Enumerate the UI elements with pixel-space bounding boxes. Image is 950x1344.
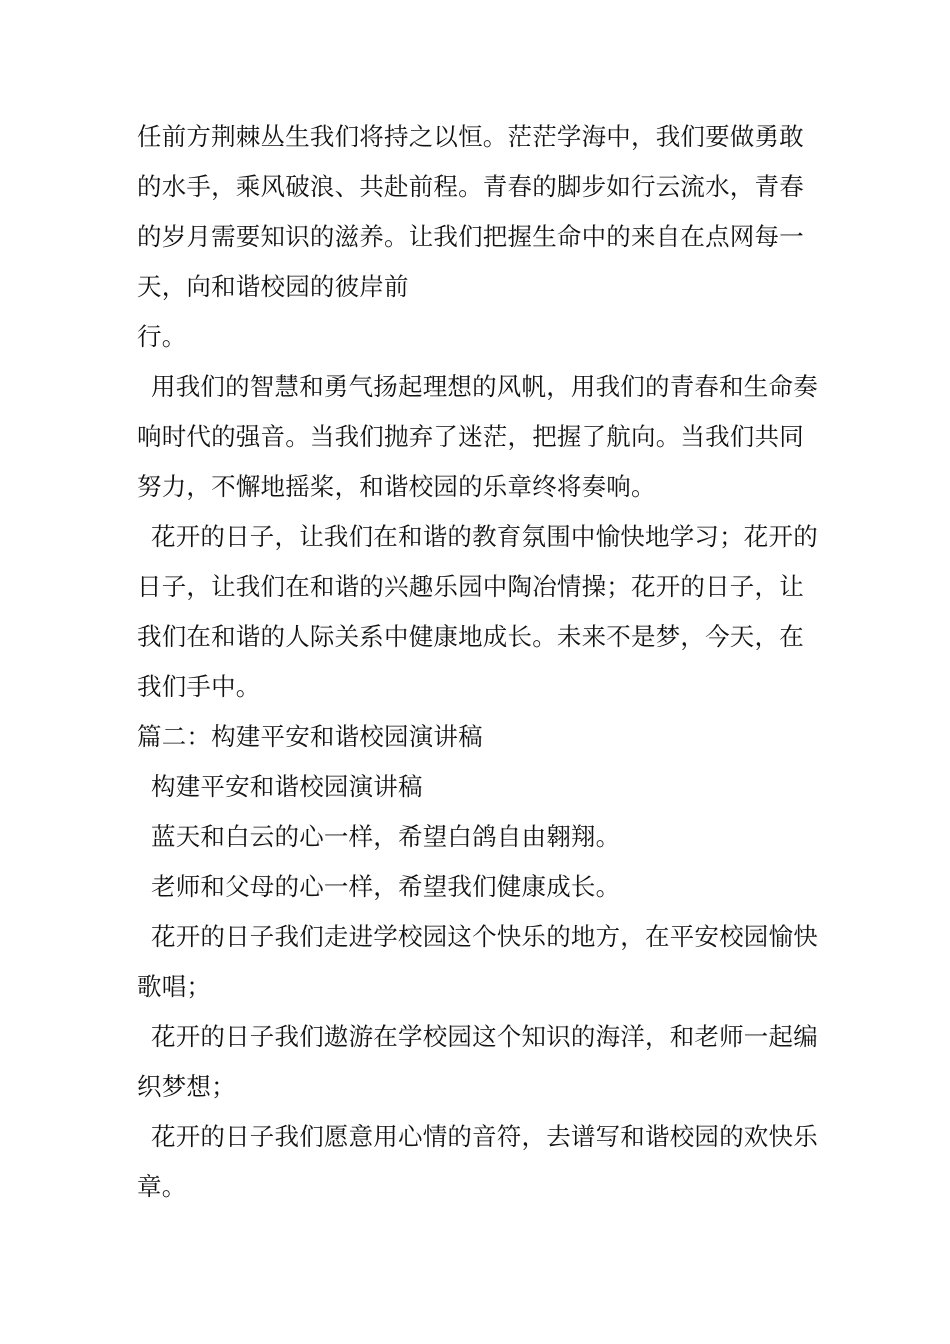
text-line: 的岁月需要知识的滋养。让我们把握生命中的来自在点网每一	[137, 222, 804, 251]
text-line: 日子，让我们在和谐的兴趣乐园中陶冶情操；花开的日子，让	[137, 572, 804, 601]
text-line: 努力，不懈地摇桨，和谐校园的乐章终将奏响。	[137, 472, 656, 501]
text-line: 花开的日子我们愿意用心情的音符，去谱写和谐校园的欢快乐	[151, 1122, 818, 1151]
section-title: 构建平安和谐校园演讲稿	[151, 772, 423, 801]
section-heading: 篇二：构建平安和谐校园演讲稿	[137, 722, 483, 751]
text-line: 响时代的强音。当我们抛弃了迷茫，把握了航向。当我们共同	[137, 422, 804, 451]
text-line: 章。	[137, 1172, 187, 1201]
text-line: 的水手，乘风破浪、共赴前程。青春的脚步如行云流水，青春	[137, 172, 804, 201]
text-line: 天，向和谐校园的彼岸前	[137, 272, 409, 301]
text-line: 用我们的智慧和勇气扬起理想的风帆，用我们的青春和生命奏	[151, 372, 818, 401]
text-line: 蓝天和白云的心一样，希望白鸽自由翱翔。	[151, 822, 621, 851]
text-line: 我们在和谐的人际关系中健康地成长。未来不是梦，今天，在	[137, 622, 804, 651]
text-line: 我们手中。	[137, 672, 261, 701]
text-line: 歌唱；	[137, 972, 212, 1001]
text-line: 老师和父母的心一样，希望我们健康成长。	[151, 872, 621, 901]
text-line: 行。	[137, 322, 187, 351]
text-line: 任前方荆棘丛生我们将持之以恒。茫茫学海中，我们要做勇敢	[137, 122, 804, 151]
text-line: 花开的日子我们走进学校园这个快乐的地方，在平安校园愉快	[151, 922, 818, 951]
text-line: 花开的日子，让我们在和谐的教育氛围中愉快地学习；花开的	[151, 522, 818, 551]
document-page	[137, 112, 818, 1212]
text-line: 花开的日子我们遨游在学校园这个知识的海洋，和老师一起编	[151, 1022, 818, 1051]
text-line: 织梦想；	[137, 1072, 236, 1101]
